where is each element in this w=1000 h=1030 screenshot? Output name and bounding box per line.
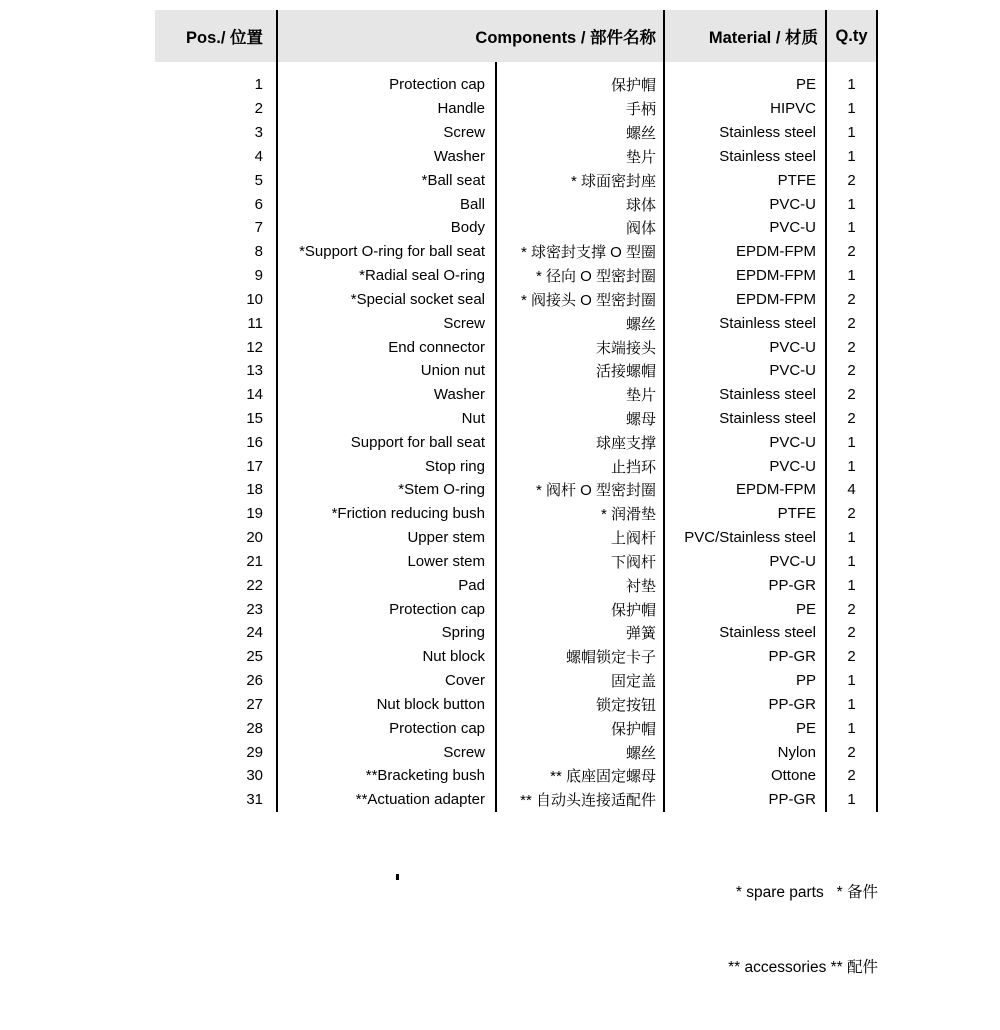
gap-cell-component-en: [278, 62, 497, 73]
cell-component-zh: 球体: [497, 192, 665, 216]
cell-component-zh: * 阀杆 O 型密封圈: [497, 478, 665, 502]
cell-material: PP-GR: [665, 573, 827, 597]
cell-component-en: Upper stem: [278, 526, 497, 550]
cell-pos: 21: [155, 550, 278, 574]
cell-material: PP-GR: [665, 645, 827, 669]
cell-component-zh: 弹簧: [497, 621, 665, 645]
header-qty: Q.ty: [827, 10, 878, 62]
cell-component-zh: * 润滑垫: [497, 502, 665, 526]
cell-material: Nylon: [665, 740, 827, 764]
table-row: [155, 788, 878, 812]
cell-pos: 15: [155, 407, 278, 431]
cell-component-en: Spring: [278, 621, 497, 645]
cell-qty: 1: [827, 669, 878, 693]
cell-qty: 1: [827, 430, 878, 454]
cell-component-en: Screw: [278, 740, 497, 764]
cell-qty: 1: [827, 216, 878, 240]
cell-component-zh: 球座支撑: [497, 430, 665, 454]
cell-component-zh: 螺帽锁定卡子: [497, 645, 665, 669]
cell-material: PVC-U: [665, 359, 827, 383]
table-row: [155, 669, 878, 693]
footnote-accessories: ** accessories ** 配件: [728, 959, 878, 976]
cell-pos: 10: [155, 287, 278, 311]
cell-qty: 2: [827, 502, 878, 526]
table-row: [155, 693, 878, 717]
cell-component-zh: 保护帽: [497, 73, 665, 97]
table-row: [155, 526, 878, 550]
cell-material: EPDM-FPM: [665, 478, 827, 502]
cell-pos: 22: [155, 573, 278, 597]
cell-qty: 2: [827, 407, 878, 431]
cell-component-zh: 末端接头: [497, 335, 665, 359]
cell-material: EPDM-FPM: [665, 264, 827, 288]
cell-component-zh: * 球密封支撑 O 型圈: [497, 240, 665, 264]
header-body-gap: [155, 62, 878, 73]
table-body: [155, 73, 878, 812]
cell-material: PVC-U: [665, 192, 827, 216]
cell-material: PVC-U: [665, 335, 827, 359]
cell-component-en: Screw: [278, 311, 497, 335]
table-row: [155, 573, 878, 597]
cell-qty: 2: [827, 168, 878, 192]
table-header-row: [155, 10, 878, 62]
table-row: [155, 478, 878, 502]
parts-table: [155, 10, 878, 812]
cell-component-en: Nut: [278, 407, 497, 431]
cell-component-zh: 上阀杆: [497, 526, 665, 550]
cell-component-zh: 手柄: [497, 97, 665, 121]
table-row: [155, 621, 878, 645]
cell-component-en: Handle: [278, 97, 497, 121]
cell-material: PE: [665, 597, 827, 621]
cell-material: PVC-U: [665, 216, 827, 240]
cell-component-zh: 下阀杆: [497, 550, 665, 574]
cell-component-en: Protection cap: [278, 597, 497, 621]
table-row: [155, 335, 878, 359]
cell-component-zh: * 径向 O 型密封圈: [497, 264, 665, 288]
cell-component-en: Washer: [278, 383, 497, 407]
cell-material: PVC-U: [665, 550, 827, 574]
cell-material: PVC-U: [665, 430, 827, 454]
cell-component-zh: 垫片: [497, 383, 665, 407]
cell-qty: 2: [827, 287, 878, 311]
table-row: [155, 454, 878, 478]
cell-material: PP-GR: [665, 788, 827, 812]
cell-pos: 30: [155, 764, 278, 788]
cell-pos: 24: [155, 621, 278, 645]
cell-qty: 2: [827, 240, 878, 264]
cell-component-zh: 螺丝: [497, 311, 665, 335]
cell-pos: 27: [155, 693, 278, 717]
header-components: Components / 部件名称: [278, 10, 665, 62]
cell-qty: 2: [827, 311, 878, 335]
cell-component-zh: * 球面密封座: [497, 168, 665, 192]
cell-pos: 5: [155, 168, 278, 192]
gap-cell-qty: [827, 62, 878, 73]
cropped-element-mark: [396, 874, 399, 880]
cell-component-zh: 止挡环: [497, 454, 665, 478]
cell-material: PTFE: [665, 168, 827, 192]
cell-qty: 1: [827, 788, 878, 812]
cell-component-en: End connector: [278, 335, 497, 359]
cell-qty: 1: [827, 192, 878, 216]
cell-component-en: Union nut: [278, 359, 497, 383]
cell-pos: 2: [155, 97, 278, 121]
cell-pos: 17: [155, 454, 278, 478]
cell-material: HIPVC: [665, 97, 827, 121]
cell-component-zh: 固定盖: [497, 669, 665, 693]
cell-component-zh: 螺丝: [497, 740, 665, 764]
cell-component-zh: ** 自动头连接适配件: [497, 788, 665, 812]
cell-pos: 4: [155, 144, 278, 168]
table-row: [155, 359, 878, 383]
cell-component-zh: 螺丝: [497, 121, 665, 145]
gap-cell-component-zh: [497, 62, 665, 73]
cell-pos: 12: [155, 335, 278, 359]
table-row: [155, 597, 878, 621]
table-row: [155, 121, 878, 145]
cell-component-en: **Actuation adapter: [278, 788, 497, 812]
cell-component-en: Body: [278, 216, 497, 240]
cell-material: PE: [665, 73, 827, 97]
cell-component-en: Screw: [278, 121, 497, 145]
cell-component-en: Nut block button: [278, 693, 497, 717]
cell-component-en: Protection cap: [278, 716, 497, 740]
cell-pos: 14: [155, 383, 278, 407]
header-material: Material / 材质: [665, 10, 827, 62]
cell-qty: 2: [827, 621, 878, 645]
table-row: [155, 264, 878, 288]
cell-material: PP: [665, 669, 827, 693]
cell-material: PP-GR: [665, 693, 827, 717]
header-pos: Pos./ 位置: [155, 10, 278, 62]
cell-component-en: Ball: [278, 192, 497, 216]
cell-material: EPDM-FPM: [665, 287, 827, 311]
cell-pos: 16: [155, 430, 278, 454]
table-row: [155, 716, 878, 740]
cell-pos: 23: [155, 597, 278, 621]
cell-material: Stainless steel: [665, 121, 827, 145]
footnote-spare-parts: * spare parts * 备件: [735, 884, 878, 901]
cell-qty: 1: [827, 97, 878, 121]
cell-qty: 1: [827, 526, 878, 550]
cell-component-en: *Special socket seal: [278, 287, 497, 311]
cell-qty: 1: [827, 550, 878, 574]
cell-material: PTFE: [665, 502, 827, 526]
cell-qty: 1: [827, 264, 878, 288]
table-row: [155, 383, 878, 407]
cell-material: Stainless steel: [665, 311, 827, 335]
cell-qty: 1: [827, 716, 878, 740]
cell-pos: 28: [155, 716, 278, 740]
cell-pos: 19: [155, 502, 278, 526]
cell-material: Stainless steel: [665, 621, 827, 645]
table-row: [155, 73, 878, 97]
cell-pos: 13: [155, 359, 278, 383]
table-row: [155, 645, 878, 669]
cell-qty: 2: [827, 645, 878, 669]
cell-qty: 2: [827, 359, 878, 383]
cell-component-en: Pad: [278, 573, 497, 597]
cell-component-en: Protection cap: [278, 73, 497, 97]
cell-qty: 2: [827, 335, 878, 359]
cell-pos: 7: [155, 216, 278, 240]
cell-qty: 2: [827, 740, 878, 764]
cell-qty: 1: [827, 573, 878, 597]
cell-component-en: *Radial seal O-ring: [278, 264, 497, 288]
cell-material: PE: [665, 716, 827, 740]
cell-material: Stainless steel: [665, 407, 827, 431]
cell-component-zh: 螺母: [497, 407, 665, 431]
cell-pos: 26: [155, 669, 278, 693]
cell-pos: 31: [155, 788, 278, 812]
cell-qty: 4: [827, 478, 878, 502]
table-row: [155, 502, 878, 526]
gap-cell-pos: [155, 62, 278, 73]
cell-material: Stainless steel: [665, 383, 827, 407]
table-row: [155, 740, 878, 764]
table-row: [155, 430, 878, 454]
cell-component-en: Lower stem: [278, 550, 497, 574]
cell-component-zh: ** 底座固定螺母: [497, 764, 665, 788]
table-row: [155, 216, 878, 240]
cell-pos: 9: [155, 264, 278, 288]
cell-component-zh: 阀体: [497, 216, 665, 240]
table-row: [155, 550, 878, 574]
cell-pos: 3: [155, 121, 278, 145]
table-row: [155, 168, 878, 192]
cell-qty: 1: [827, 73, 878, 97]
cell-qty: 1: [827, 144, 878, 168]
cell-pos: 18: [155, 478, 278, 502]
cell-component-en: *Friction reducing bush: [278, 502, 497, 526]
cell-material: Ottone: [665, 764, 827, 788]
gap-cell-material: [665, 62, 827, 73]
cell-component-zh: 垫片: [497, 144, 665, 168]
footnotes: [728, 830, 878, 1030]
table-row: [155, 97, 878, 121]
cell-component-en: Nut block: [278, 645, 497, 669]
cell-pos: 1: [155, 73, 278, 97]
cell-material: Stainless steel: [665, 144, 827, 168]
cell-component-en: Support for ball seat: [278, 430, 497, 454]
table-row: [155, 287, 878, 311]
cell-pos: 6: [155, 192, 278, 216]
table-row: [155, 144, 878, 168]
cell-component-zh: 锁定按钮: [497, 693, 665, 717]
cell-pos: 8: [155, 240, 278, 264]
cell-pos: 29: [155, 740, 278, 764]
cell-component-zh: 活接螺帽: [497, 359, 665, 383]
cell-pos: 20: [155, 526, 278, 550]
cell-qty: 2: [827, 597, 878, 621]
cell-component-en: **Bracketing bush: [278, 764, 497, 788]
table-row: [155, 192, 878, 216]
cell-component-zh: 衬垫: [497, 573, 665, 597]
cell-qty: 1: [827, 121, 878, 145]
cell-qty: 1: [827, 693, 878, 717]
table-row: [155, 407, 878, 431]
cell-component-en: *Stem O-ring: [278, 478, 497, 502]
cell-material: PVC-U: [665, 454, 827, 478]
cell-component-zh: * 阀接头 O 型密封圈: [497, 287, 665, 311]
cell-component-en: Cover: [278, 669, 497, 693]
table-row: [155, 240, 878, 264]
cell-material: EPDM-FPM: [665, 240, 827, 264]
cell-pos: 25: [155, 645, 278, 669]
cell-qty: 1: [827, 454, 878, 478]
cell-qty: 2: [827, 764, 878, 788]
cell-component-zh: 保护帽: [497, 716, 665, 740]
cell-component-en: Washer: [278, 144, 497, 168]
cell-component-zh: 保护帽: [497, 597, 665, 621]
cell-material: PVC/Stainless steel: [665, 526, 827, 550]
table-row: [155, 311, 878, 335]
cell-component-en: *Support O-ring for ball seat: [278, 240, 497, 264]
cell-pos: 11: [155, 311, 278, 335]
table-row: [155, 764, 878, 788]
cell-component-en: *Ball seat: [278, 168, 497, 192]
cell-qty: 2: [827, 383, 878, 407]
cell-component-en: Stop ring: [278, 454, 497, 478]
